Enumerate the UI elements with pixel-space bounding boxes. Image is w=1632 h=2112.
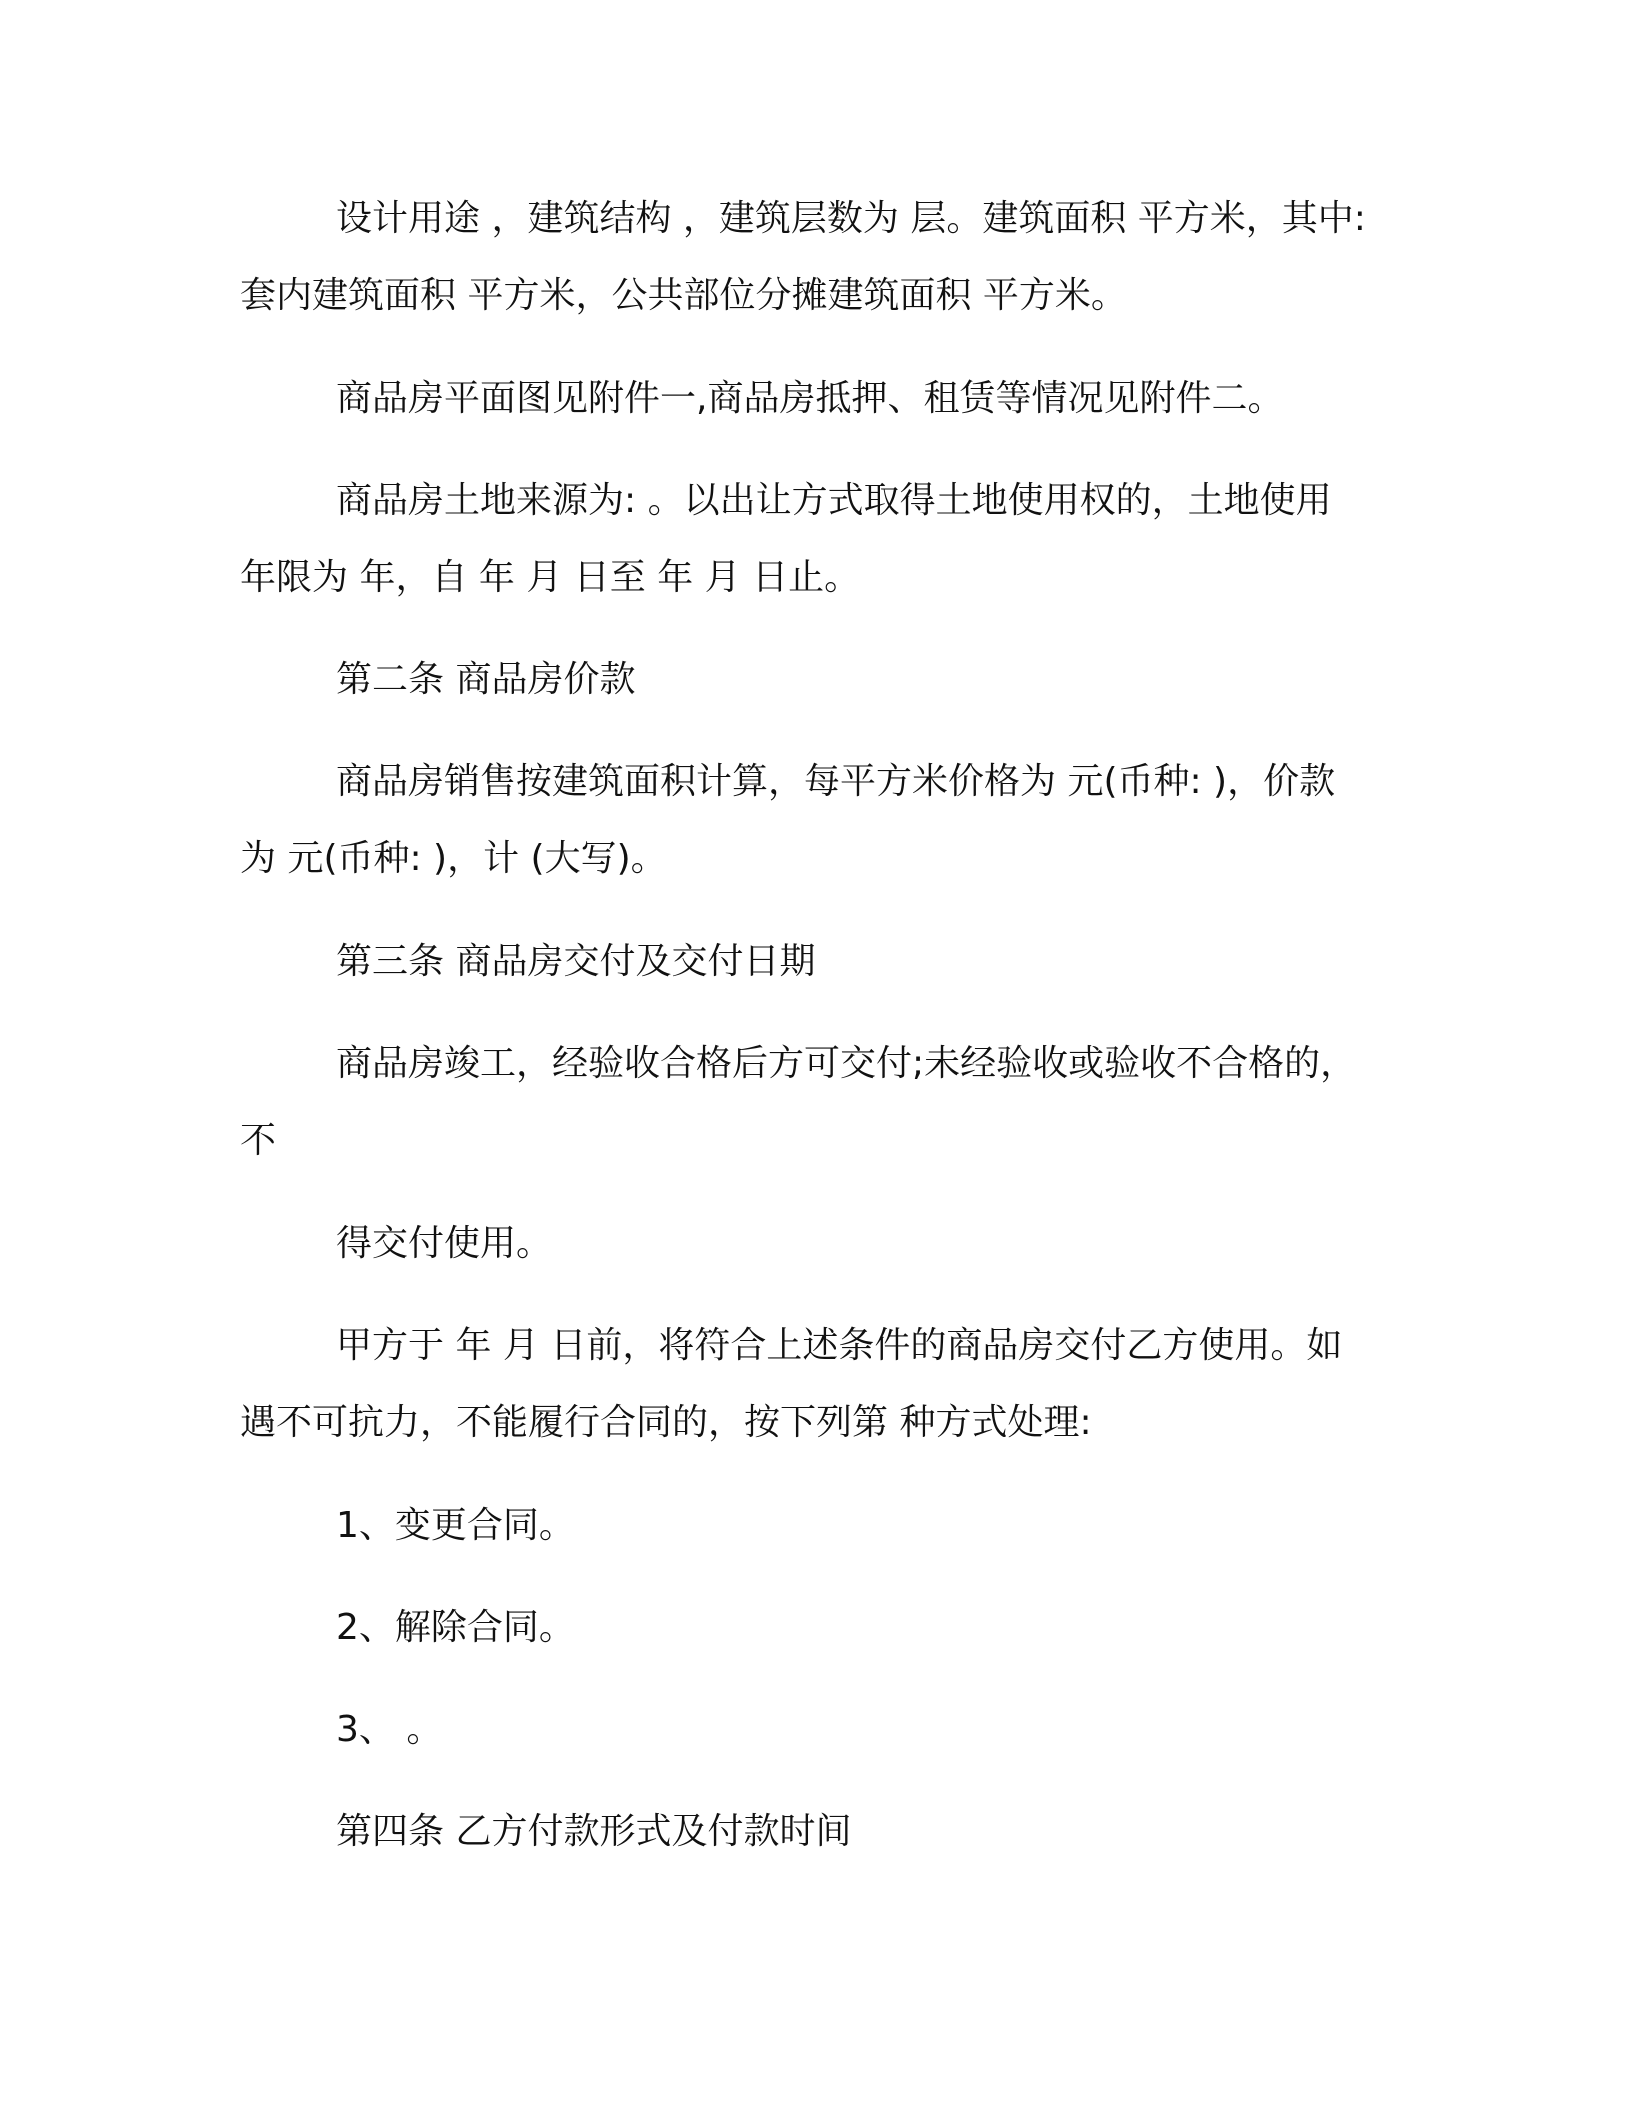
list-item: 2、解除合同。 [336,1607,575,1648]
text-line: 得交付使用。 [336,1223,553,1264]
text-line: 商品房销售按建筑面积计算，每平方米价格为 元(币种: )，价款 [336,761,1336,802]
text-line: 为 元(币种: )，计 (大写)。 [240,838,667,879]
text-line: 商品房竣工，经验收合格后方可交付;未经验收或验收不合格的， [336,1043,1357,1084]
paragraph-price [240,743,1380,897]
text-line: 设计用途 ，建筑结构 ，建筑层数为 层。建筑面积 平方米，其中: [336,198,1366,239]
section-heading-article-2 [240,641,1380,718]
section-heading: 第二条 商品房价款 [336,659,636,700]
text-line: 年限为 年，自 年 月 日至 年 月 日止。 [240,557,861,598]
section-heading: 第四条 乙方付款形式及付款时间 [336,1811,852,1852]
text-line: 不 [240,1120,277,1161]
paragraph-land-source [240,462,1380,616]
section-heading-article-3 [240,923,1380,1000]
text-line: 甲方于 年 月 日前，将符合上述条件的商品房交付乙方使用。如 [336,1325,1343,1366]
text-line: 商品房平面图见附件一,商品房抵押、租赁等情况见附件二。 [336,378,1284,419]
text-line: 商品房土地来源为: 。以出让方式取得土地使用权的，土地使用 [336,480,1332,521]
paragraph-attachments [240,360,1380,437]
list-item: 3、 。 [336,1709,443,1750]
paragraph-delivery-date [240,1307,1380,1461]
section-heading-article-4 [240,1793,1380,1870]
list-item-option-1 [240,1487,1380,1564]
text-line: 套内建筑面积 平方米，公共部位分摊建筑面积 平方米。 [240,275,1127,316]
paragraph-delivery-use [240,1205,1380,1282]
list-item-option-2 [240,1589,1380,1666]
paragraph-delivery-condition [240,1025,1380,1179]
text-line: 遇不可抗力，不能履行合同的，按下列第 种方式处理: [240,1402,1092,1443]
list-item-option-3 [240,1691,1380,1768]
section-heading: 第三条 商品房交付及交付日期 [336,941,816,982]
list-item: 1、变更合同。 [336,1505,575,1546]
paragraph-building-info [240,180,1380,334]
